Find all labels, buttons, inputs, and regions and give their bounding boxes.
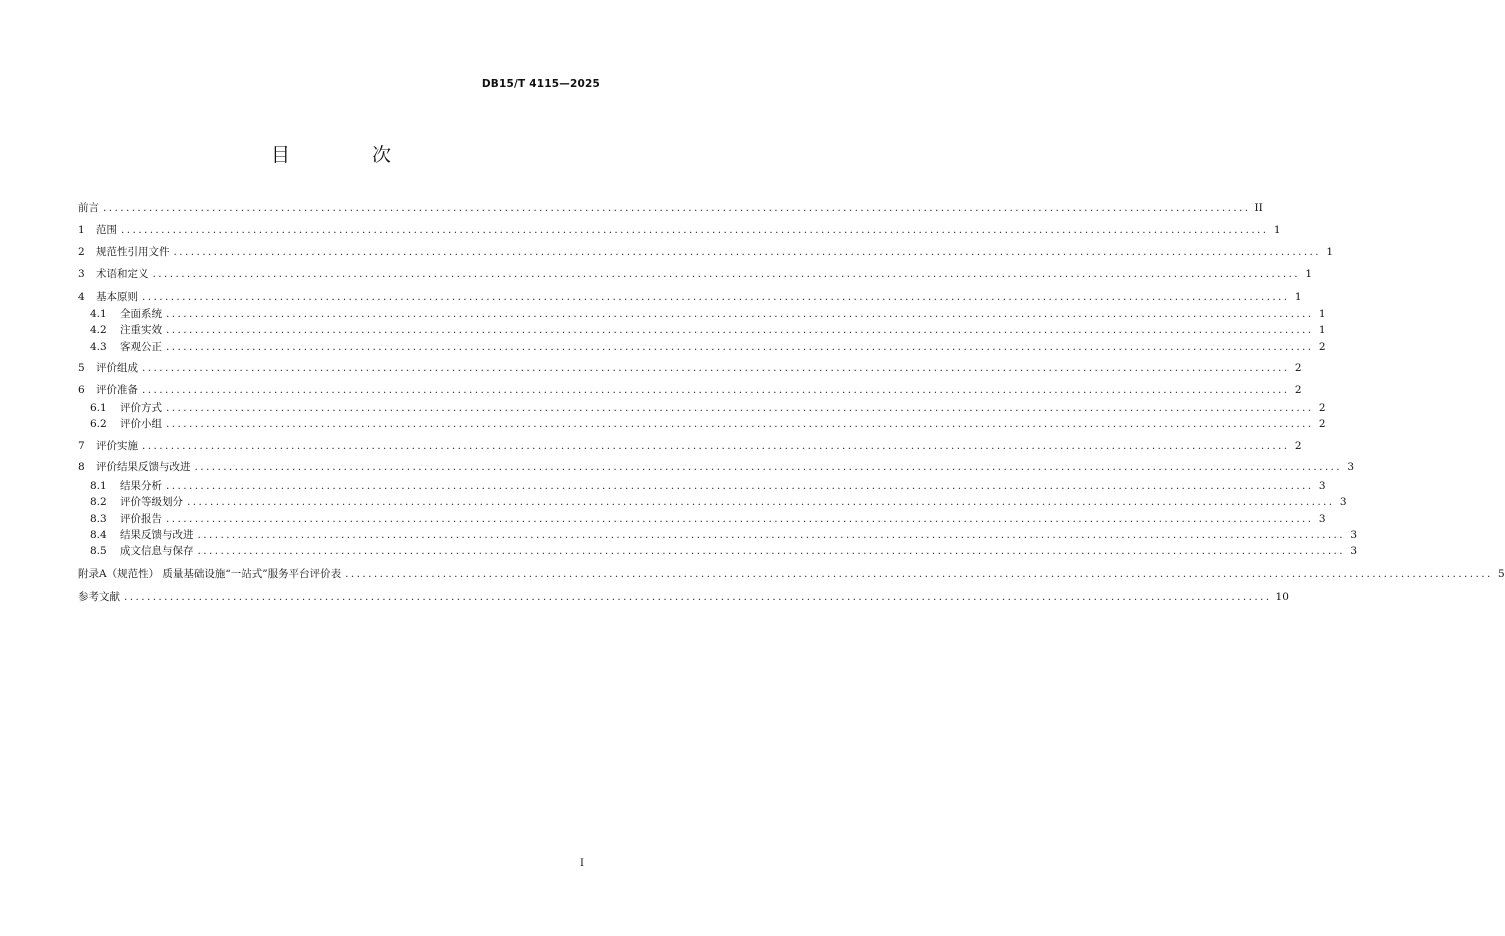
document-code: DB15/T 4115—2025 (481, 78, 600, 90)
toc-entry-page: 2 (1294, 440, 1302, 452)
toc-entry-title: 前言 (78, 202, 99, 214)
toc-entry-number: 8.5 (90, 545, 107, 557)
toc-entry-page: 3 (1347, 461, 1355, 473)
toc-entry[interactable] (78, 566, 1505, 582)
toc-entry-label-group (78, 222, 117, 238)
toc-entry-title: 基本原则 (96, 291, 138, 303)
toc-entry-number: 2 (78, 246, 85, 258)
toc-entry-title: 客观公正 (120, 341, 162, 353)
dot-leader: ........................................................................................................................................................................................................ (166, 480, 1314, 492)
toc-entry-label-group (78, 200, 99, 216)
dot-leader: ........................................................................................................................................................................................................ (121, 224, 1269, 236)
toc-entry[interactable] (78, 543, 1358, 559)
dot-leader: ........................................................................................................................................................................................................ (166, 308, 1314, 320)
toc-entry-page: 3 (1350, 545, 1358, 557)
toc-entry-title: 评价方式 (120, 402, 162, 414)
toc-entry[interactable] (78, 322, 1326, 338)
toc-entry-title: 注重实效 (120, 324, 162, 336)
toc-entry[interactable] (78, 266, 1313, 282)
toc-entry-label-group (78, 494, 183, 510)
toc-entry-page: 1 (1305, 268, 1313, 280)
toc-entry-title: 评价实施 (96, 440, 138, 452)
toc-entry-title: 参考文献 (78, 591, 120, 603)
toc-entry-number: 1 (78, 224, 85, 236)
toc-entry-number: 7 (78, 440, 85, 452)
dot-leader: ........................................................................................................................................................................................................ (142, 440, 1290, 452)
toc-entry-page: 2 (1318, 402, 1326, 414)
dot-leader: ........................................................................................................................................................................................................ (197, 545, 1346, 557)
toc-entry-page: 3 (1350, 529, 1358, 541)
toc-entry-label-group (78, 339, 162, 355)
toc-entry-page: 1 (1273, 224, 1281, 236)
toc-entry-number: 6 (78, 384, 85, 396)
toc-entry-number: 4.1 (90, 308, 107, 320)
toc-entry-number: 4 (78, 291, 85, 303)
toc-entry-page: 1 (1326, 246, 1334, 258)
toc-entry-number: 6.1 (90, 402, 107, 414)
page-number: I (580, 858, 584, 869)
toc-entry-label-group (78, 589, 120, 605)
toc-entry-number: 4.3 (90, 341, 107, 353)
toc-entry-title: 术语和定义 (96, 268, 149, 280)
toc-entry-number: 3 (78, 268, 85, 280)
toc-entry[interactable] (78, 511, 1326, 527)
dot-leader: ........................................................................................................................................................................................................ (124, 591, 1272, 603)
toc-entry-page: 2 (1294, 384, 1302, 396)
toc-entry-title: 评价准备 (96, 384, 138, 396)
toc-entry[interactable] (78, 306, 1326, 322)
toc-entry-number: 8.4 (90, 529, 107, 541)
toc-entry-title: 评价组成 (96, 362, 138, 374)
toc-entry-title: 评价结果反馈与改进 (96, 461, 191, 473)
toc-entry-page: II (1254, 202, 1263, 214)
dot-leader: ........................................................................................................................................................................................................ (103, 202, 1251, 214)
dot-leader: ........................................................................................................................................................................................................ (142, 362, 1290, 374)
toc-entry-number: 6.2 (90, 418, 107, 430)
toc-entry-title: 规范性引用文件 (96, 246, 170, 258)
toc-entry[interactable] (78, 382, 1302, 398)
toc-entry[interactable] (78, 527, 1358, 543)
toc-entry[interactable] (78, 360, 1302, 376)
toc-entry-label-group (78, 478, 162, 494)
dot-leader: ........................................................................................................................................................................................................ (197, 529, 1346, 541)
dot-leader: ........................................................................................................................................................................................................ (166, 402, 1314, 414)
toc-entry-title: 评价小组 (120, 418, 162, 430)
toc-entry-label-group (78, 360, 138, 376)
toc-entry-page: 1 (1318, 308, 1326, 320)
toc-entry-label-group (78, 266, 149, 282)
toc-entry[interactable] (78, 494, 1347, 510)
toc-entry-number: 5 (78, 362, 85, 374)
dot-leader: ........................................................................................................................................................................................................ (173, 246, 1322, 258)
dot-leader: ........................................................................................................................................................................................................ (166, 418, 1314, 430)
toc-entry-label-group (78, 566, 341, 582)
toc-entry-label-group (78, 459, 191, 475)
dot-leader: ........................................................................................................................................................................................................ (152, 268, 1301, 280)
toc-entry-page: 2 (1294, 362, 1302, 374)
toc-entry-page: 1 (1318, 324, 1326, 336)
toc-entry-number: 4.2 (90, 324, 107, 336)
toc-entry[interactable] (78, 289, 1302, 305)
toc-entry[interactable] (78, 459, 1355, 475)
toc-entry-number: 8.2 (90, 496, 107, 508)
toc-entry-label-group (78, 382, 138, 398)
toc-entry-label-group (78, 416, 162, 432)
toc-entry-number: 8.1 (90, 480, 107, 492)
toc-entry-title: 全面系统 (120, 308, 162, 320)
dot-leader: ........................................................................................................................................................................................................ (142, 384, 1290, 396)
toc-entry[interactable] (78, 589, 1289, 605)
toc-entry[interactable] (78, 339, 1326, 355)
toc-entry-title: 范围 (96, 224, 117, 236)
toc-entry-number: 8 (78, 461, 85, 473)
toc-entry-label-group (78, 527, 194, 543)
toc-title: 目 次 (270, 144, 430, 166)
toc-entry[interactable] (78, 244, 1334, 260)
toc-entry-title: 评价报告 (120, 513, 162, 525)
toc-entry-label-group (78, 511, 162, 527)
toc-entry-page: 3 (1318, 480, 1326, 492)
toc-entry-title: 结果反馈与改进 (120, 529, 194, 541)
toc-entry[interactable] (78, 400, 1326, 416)
toc-entry-label-group (78, 289, 138, 305)
toc-entry-label-group (78, 244, 170, 260)
toc-entry-page: 10 (1275, 591, 1289, 603)
toc-entry-page: 1 (1294, 291, 1302, 303)
toc-entry-page: 2 (1318, 341, 1326, 353)
toc-entry-title: 结果分析 (120, 480, 162, 492)
toc-entry-title: 成文信息与保存 (120, 545, 194, 557)
toc-entry-page: 2 (1318, 418, 1326, 430)
toc-entry-label-group (78, 438, 138, 454)
toc-entry[interactable] (78, 478, 1326, 494)
dot-leader: ........................................................................................................................................................................................................ (345, 568, 1493, 580)
dot-leader: ........................................................................................................................................................................................................ (166, 341, 1314, 353)
dot-leader: ........................................................................................................................................................................................................ (194, 461, 1343, 473)
toc-entry-title: 附录A（规范性） 质量基础设施“一站式”服务平台评价表 (78, 568, 342, 580)
toc-entry-page: 5 (1498, 568, 1505, 580)
toc-entry[interactable] (78, 200, 1263, 216)
dot-leader: ........................................................................................................................................................................................................ (187, 496, 1335, 508)
dot-leader: ........................................................................................................................................................................................................ (142, 291, 1290, 303)
toc-entry-label-group (78, 322, 162, 338)
toc-entry[interactable] (78, 438, 1302, 454)
dot-leader: ........................................................................................................................................................................................................ (166, 513, 1314, 525)
toc-entry-title: 评价等级划分 (120, 496, 183, 508)
toc-entry-page: 3 (1339, 496, 1347, 508)
toc-entry[interactable] (78, 416, 1326, 432)
toc-entry-label-group (78, 306, 162, 322)
toc-entry-label-group (78, 543, 194, 559)
toc-entry-page: 3 (1318, 513, 1326, 525)
toc-entry[interactable] (78, 222, 1281, 238)
toc-entry-number: 8.3 (90, 513, 107, 525)
dot-leader: ........................................................................................................................................................................................................ (166, 324, 1314, 336)
toc-entry-label-group (78, 400, 162, 416)
